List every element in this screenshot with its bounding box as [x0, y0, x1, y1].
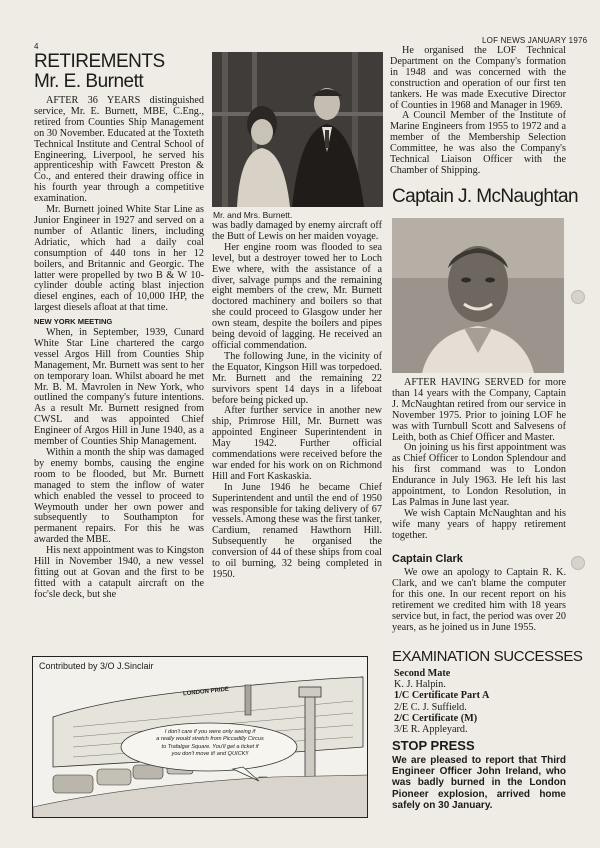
bubble-line-2: a really would stretch from Piccadilly Circus [156, 736, 264, 743]
burnett-para-4: Within a month the ship was damaged by enemy bombs, causing the engine room to be flooded, but Mr. Burnett managed to stem the inflow of water which enabled the vessel to proceed to Weymouth under her own power and subsequently to Southampton for permanent repairs. For this he was awarded the MBE. [34, 447, 204, 546]
exam-line-halpin: K. J. Halpin. [394, 679, 446, 691]
clark-heading: Captain Clark [392, 553, 463, 565]
burnett-col2-para-5: In June 1946 he became Chief Superintendent and until the end of 1950 was responsible for taking delivery of 67 vessels. Among these was the first tanker, Cardium, renamed Hawthorn Hill. Subsequently he organised the conversion of 44 of these ships from coal to oil burning, 32 being completed in 1950. [212, 481, 382, 580]
stop-press-text: We are pleased to report that Third Engineer Officer John Ireland, who was badly burned in the London Pioneer explosion, arrived home safely on 30 January. [392, 755, 566, 811]
mcnaughtan-heading: Captain J. McNaughtan [392, 186, 578, 207]
binder-hole-bottom [571, 556, 585, 570]
bubble-line-4: you don't move it! and QUICK!! [171, 751, 249, 758]
mcnaughtan-para-2: On joining us his first appointment was as Chief Officer to London Splendour and his first command was to London Endurance in July 1963. He left his last appointment, to London Resolution, in Las Palmas in June last year. [392, 442, 566, 508]
burnett-col2-para-3: The following June, in the vicinity of the Equator, Kingson Hill was torpedoed. Mr. Burnett and the remaining 22 survivors spent 14 days in a lifeboat before being picked up. [212, 350, 382, 406]
binder-hole-top [571, 290, 585, 304]
burnett-photo-image [212, 52, 383, 207]
burnett-col2-para-1: was badly damaged by enemy aircraft off the Butt of Lewis on her maiden voyage. [212, 220, 382, 242]
bubble-line-1: I don't care if you were only seeing if [164, 729, 256, 735]
clark-column [392, 568, 566, 633]
burnett-para-1: AFTER 36 YEARS distinguished service, Mr. E. Burnett, MBE, C.Eng., retired from Counties Ship Management on 30 November. Educated at the Toxteth Technical Institute and Central School of Engineering, Liverpool, he served his apprenticeship with Fawcett Preston & Co., and entered their drawing office in his fourth year through a competitive examination. [34, 95, 204, 205]
mcnaughtan-photo-image [392, 218, 564, 373]
stop-press-heading: STOP PRESS [392, 738, 475, 753]
exam-line-2c-cert: 2/C Certificate (M) [394, 712, 478, 724]
burnett-heading: Mr. E. Burnett [34, 71, 144, 92]
exam-line-suffield: 2/E C. J. Suffield. [394, 701, 467, 713]
new-york-subhead: NEW YORK MEETING [34, 317, 113, 327]
mcnaughtan-photo [392, 218, 564, 373]
exam-line-second-mate: Second Mate [394, 668, 451, 679]
cartoon-frame [32, 656, 368, 818]
mcnaughtan-column [392, 378, 566, 542]
burnett-column-3 [390, 46, 566, 177]
burnett-para-3: When, in September, 1939, Cunard White Star Line chartered the cargo vessel Argos Hill from Counties Ship Management, Mr. Burnett was sent to her on temporary loan. Whilst aboard he met Mr. B. M. Mavrolen in New York, who outlined the company's future intentions. As a result Mr. Burnett resigned from CWSL and was appointed Chief Engineer of Argos Hill in June 1940, as a member of Counties Ship Management. [34, 327, 204, 448]
exam-line-1c-part-a: 1/C Certificate Part A [394, 690, 490, 702]
cartoon-credit: Contributed by 3/O J.Sinclair [39, 661, 154, 671]
clark-para-1: We owe an apology to Captain R. K. Clark, and we can't blame the computer for this one. In our recent report on his retirement we credited him with 18 years service but, in fact, the period was over 20 years, as he joined us in June 1955. [392, 567, 566, 633]
publication-header: LOF NEWS JANUARY 1976 [482, 36, 588, 45]
burnett-para-2: Mr. Burnett joined White Star Line as Junior Engineer in 1927 and served on a number of Atlantic liners, including Adriatic, which had a daily coal consumption of 440 tons in her 12 boilers, and Britannic and Georgic. The latter were propelled by two B & W 10-cylinder double acting blast injection diesel engines, each of 10,000 IHP, the largest diesels afloat at that time. [34, 204, 204, 314]
speech-bubble [127, 729, 293, 759]
mcnaughtan-para-1: AFTER HAVING SERVED for more than 14 years with the Company, Captain J. McNaughtan retired from our service in November 1975. Prior to joining LOF he was with Turnbull Scott and Salvesens of Leith, both as Chief Officer and Master. [392, 377, 566, 443]
ship-name-label: LONDON PRIDE [182, 686, 230, 698]
burnett-col2-para-4: After further service in another new ship, Primrose Hill, Mr. Burnett was appointed Engineer Superintendent in May 1942. Further official commendations were received before the war ended for his work on on Richmond Hill and Fort Kaskaskia. [212, 405, 382, 482]
retirements-heading: RETIREMENTS [34, 51, 165, 72]
burnett-photo-caption: Mr. and Mrs. Burnett. [213, 210, 293, 220]
burnett-col3-para-2: A Council Member of the Institute of Marine Engineers from 1955 to 1972 and a member of the Membership Selection Committee, he was also the Company's Technical Liaison Officer with the Chamber of Shipping. [390, 110, 566, 176]
exam-line-appleyard: 3/E R. Appleyard. [394, 724, 468, 736]
mcnaughtan-para-3: We wish Captain McNaughtan and his wife many years of happy retirement together. [392, 507, 566, 541]
burnett-column-2 [212, 221, 382, 581]
exam-list [394, 668, 568, 735]
burnett-col3-para-1: He organised the LOF Technical Department on the Company's formation in 1948 and was concerned with the construction and operation of our first ten tankers. He was made Executive Director of Counties in 1968 and Manager in 1969. [390, 45, 566, 111]
burnett-col2-para-2: Her engine room was flooded to sea level, but a destroyer towed her to Loch Ewe where, with the assistance of a diver, salvage pumps and the remaining eight members of the crew, Mr. Burnett doctored machinery and boilers so that she could proceed to Glasgow under her own steam, despite the boilers and pipes being devoid of lagging. He received an official commendation. [212, 241, 382, 351]
burnett-para-5: His next appointment was to Kingston Hill in November 1940, a new vessel fitting out at Govan and the first to be fitted with a catapult aircraft on the foc'sle deck, but she [34, 545, 204, 600]
page-number: 4 [34, 42, 39, 51]
bubble-line-3: to Trafalgar Square. You'll get a ticket if [161, 743, 259, 750]
burnett-column-1 [34, 96, 204, 601]
exam-heading: EXAMINATION SUCCESSES [392, 648, 583, 665]
burnett-photo [212, 52, 383, 207]
